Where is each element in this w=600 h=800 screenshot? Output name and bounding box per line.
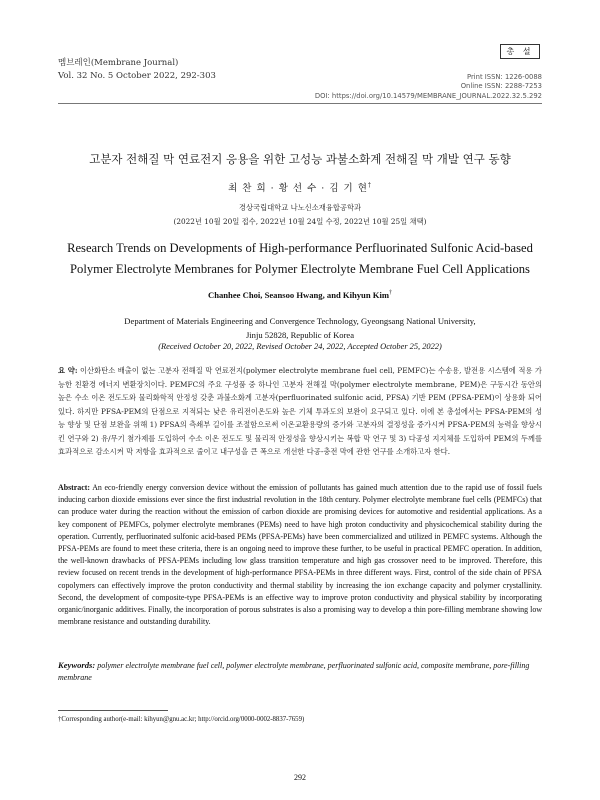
affiliation-korean: 경상국립대학교 나노신소재융합공학과 [238, 203, 362, 212]
abstract-english-text: An eco-friendly energy conversion device without the emission of pollutants has gained much attention due to the rapid use of fossil fuels inducing carbon dioxide emissions ever since the first industrial revolution in the 18th century. Polymer electrolyte membrane fuel cells (PEMFCs) that can produce water during the reaction without the emission of carbon dioxide are promising devices for automotive and residential applications. As a key component of PEMFCs, polymer electrolyte membranes (PEMs) need to have high proton conductivity and physicochemical stability during the operation. Currently, perfluorinated sulfonic acid-based PEMs (PFSA-PEMs) have been commercialized and utilized in PEMFC systems. Although the PFSA-PEMs are found to meet these criteria, there is an ongoing need to improve these further, to be useful in practical PEMFC operation. In addition, the well-known drawbacks of PFSA-PEMs including low glass transition temperature and high gas crossover need to be improved. Therefore, this review focused on recent trends in the development of high-performance PFSA-PEMs in three different ways. First, control of the side chain of PFSA copolymers can effectively improve the proton conductivity and thermal stability by increasing the ion exchange capacity and polymer crystallinity. Second, the development of composite-type PFSA-PEMs is an effective way to improve proton conductivity and physical stability by incorporating organic/inorganic additives. Finally, the incorporation of porous substrates is also a promising way to develop a thin pore-filling membrane showing low membrane resistance and outstanding durability. [58, 483, 542, 627]
affiliation-english-line: Jinju 52828, Republic of Korea [245, 330, 355, 340]
abstract-english-label: Abstract: [58, 483, 90, 492]
abstract-korean-label: 요 약: [58, 366, 78, 375]
footnote-rule [58, 710, 168, 711]
dates-english: (Received October 20, 2022, Revised October 24, 2022, Accepted October 25, 2022) [158, 342, 442, 351]
print-issn: Print ISSN: 1226-0088 [466, 73, 542, 81]
affiliation-english-line: Department of Materials Engineering and Convergence Technology, Gyeongsang National University, [124, 316, 476, 326]
authors-korean [58, 180, 542, 194]
page-number: 292 [294, 773, 306, 782]
online-issn: Online ISSN: 2288-7253 [460, 82, 542, 90]
title-english-line: Research Trends on Developments of High-performance Perfluorinated Sulfonic Acid-based [67, 241, 533, 255]
corresponding-mark: † [389, 290, 392, 297]
title-english [58, 238, 542, 280]
volume-info: Vol. 32 No. 5 October 2022, 292-303 [58, 71, 216, 81]
authors-english-names: Chanhee Choi, Seansoo Hwang, and Kihyun Kim [208, 290, 389, 300]
authors-english [58, 290, 542, 300]
authors-korean-names: 최 찬 희 · 황 선 수 · 김 기 현 [228, 183, 368, 194]
keywords-label: Keywords: [58, 660, 96, 670]
abstract-korean-text: 이산화탄소 배출이 없는 고분자 전해질 막 연료전지(polymer electrolyte membrane fuel cell, PEMFC)는 수송용, 발전용 시스템에 적용 가능한 친환경 에너지 변환장치이다. PEMFC의 주요 구성품 중 하나인 고분자 전해질 막(polymer electrolyte membrane, PEM)은 구동시간 동안의 높은 수소 이온 전도도와 물리화학적 안정성 갖춘 과불소화계 고분자(perfluorinated sulfonic acid, PFSA) 기반 PEM (PFSA-PEM)이 상용화 되어있다. 하지만 PFSA-PEM의 단점으로 지적되는 낮은 유리전이온도와 높은 기체 투과도의 보완이 요구되고 있다. 이에 본 총설에서는 PFSA-PEM의 성능 향상 및 단점 보완을 위해 1) PFSA의 측쇄부 길이를 조절함으로써 이온교환용량의 증가와 고분자의 결정성을 증가시켜 PFSA-PEM의 능력을 향상시킨 연구와 2) 유/무기 첨가제를 도입하여 수소 이온 전도도 및 물리적 안정성을 향상시키는 복합 막 연구 및 3) 다공성 지지체를 도입하여 PEM의 두께를 효과적으로 감소시켜 막 저항을 효과적으로 줄이고 내구성을 큰 폭으로 개선한 다공-충전 막에 관한 연구를 소개하고자 한다. [58, 366, 542, 456]
doi-link[interactable]: DOI: https://doi.org/10.14579/MEMBRANE_JOURNAL.2022.32.5.292 [314, 92, 542, 100]
abstract-korean [58, 364, 542, 459]
title-english-line: Polymer Electrolyte Membranes for Polymer Electrolyte Membrane Fuel Cell Applications [70, 262, 530, 276]
header-rule [58, 103, 542, 104]
footnote: †Corresponding author(e-mail: kihyun@gnu.ac.kr; http://orcid.org/0000-0002-8837-7659) [58, 716, 305, 723]
keywords-text: polymer electrolyte membrane fuel cell, polymer electrolyte membrane, perfluorinated sulfonic acid, composite membrane, pore-filling membrane [58, 661, 530, 682]
article-type-badge: 총 설 [500, 44, 540, 59]
dates-korean: (2022년 10월 20일 접수, 2022년 10월 24일 수정, 2022년 10월 25일 채택) [173, 217, 427, 226]
keywords [58, 660, 542, 683]
title-korean: 고분자 전해질 막 연료전지 응용을 위한 고성능 과불소화계 전해질 막 개발 연구 동향 [89, 152, 511, 166]
corresponding-mark: † [367, 181, 372, 189]
abstract-english [58, 482, 542, 628]
affiliation-english [58, 314, 542, 342]
journal-name: 멤브레인(Membrane Journal) [58, 58, 179, 68]
